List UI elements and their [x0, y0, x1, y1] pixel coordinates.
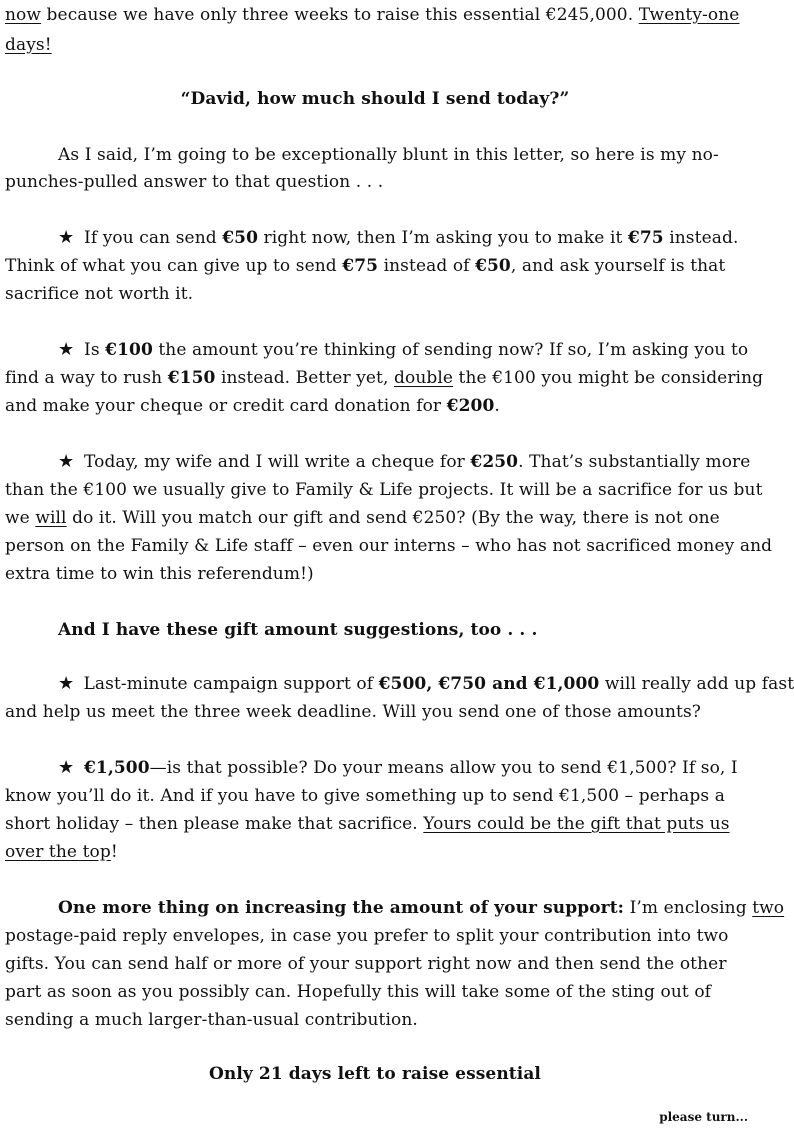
text-line: sacrifice not worth it. — [5, 284, 194, 304]
section-heading: Only 21 days left to raise essential — [209, 1064, 541, 1084]
text-line: know you’ll do it. And if you have to give something up to send €1,500 – perhaps a — [5, 786, 725, 806]
amount: €50 — [222, 228, 259, 248]
amount: €75 — [627, 228, 664, 248]
emphasis-underline: now — [5, 5, 42, 25]
text-line: part as soon as you possibly can. Hopefully this will take some of the sting out of — [5, 982, 712, 1002]
bullet-line — [58, 340, 748, 360]
text-run: If you can send — [84, 228, 223, 248]
text-line: As I said, I’m going to be exceptionally blunt in this letter, so here is my no- — [58, 145, 719, 165]
text-run: right now, then I’m asking you to make it — [258, 228, 628, 248]
text-run: . — [494, 396, 500, 416]
text-line: than the €100 we usually give to Family & Life projects. It will be a sacrifice for us but — [5, 480, 763, 500]
text-run: instead. — [663, 228, 739, 248]
emphasis-underline: days! — [5, 35, 52, 55]
text-line: and help us meet the three week deadline. Will you send one of those amounts? — [5, 702, 702, 722]
text-run: —is that possible? Do your means allow you to send €1,500? If so, I — [149, 758, 738, 778]
text-run: find a way to rush — [5, 368, 168, 388]
bold-lead: One more thing on increasing the amount of your support: — [58, 898, 625, 918]
star-icon: ★ — [58, 339, 75, 360]
text-line — [5, 508, 720, 528]
star-icon: ★ — [58, 757, 75, 778]
emphasis-underline: two — [752, 898, 785, 918]
text-line: punches-pulled answer to that question . . . — [5, 172, 384, 192]
bullet-line — [58, 758, 738, 778]
star-icon: ★ — [58, 451, 75, 472]
text-run: do it. Will you match our gift and send €250? (By the way, there is not one — [66, 508, 720, 528]
text-run: because we have only three weeks to raise this essential €245,000. — [41, 5, 639, 25]
text-line — [5, 396, 500, 416]
emphasis-underline: Yours could be the gift that puts us — [423, 814, 730, 834]
text-run: Is — [84, 340, 106, 360]
text-run: Today, my wife and I will write a cheque for — [84, 452, 471, 472]
text-run: will really add up fast — [599, 674, 794, 694]
page-footer: please turn... — [659, 1110, 748, 1124]
text-line: postage-paid reply envelopes, in case you prefer to split your contribution into two — [5, 926, 729, 946]
star-icon: ★ — [58, 673, 75, 694]
amount: €500, €750 and €1,000 — [378, 674, 600, 694]
text-run: Last-minute campaign support of — [78, 674, 379, 694]
text-run: short holiday – then please make that sacrifice. — [5, 814, 424, 834]
text-run: I’m enclosing — [624, 898, 753, 918]
text-run: and make your cheque or credit card donation for — [5, 396, 447, 416]
text-run: the amount you’re thinking of sending now? If so, I’m asking you to — [152, 340, 749, 360]
text-line: gifts. You can send half or more of your support right now and then send the other — [5, 954, 727, 974]
text-line — [5, 256, 725, 276]
amount: €200 — [446, 396, 495, 416]
text-run: , and ask yourself is that — [510, 256, 726, 276]
bullet-line — [58, 228, 738, 248]
bullet-line — [58, 674, 794, 694]
text-line — [5, 842, 118, 862]
emphasis-underline: Twenty-one — [638, 5, 740, 25]
text-run: we — [5, 508, 36, 528]
text-line: person on the Family & Life staff – even our interns – who has not sacrificed money and — [5, 536, 773, 556]
text-line: extra time to win this referendum!) — [5, 564, 314, 584]
text-run: instead of — [378, 256, 476, 276]
bullet-line — [58, 452, 750, 472]
text-run: instead. Better yet, — [215, 368, 394, 388]
amount: €100 — [105, 340, 153, 360]
amount: €150 — [167, 368, 216, 388]
section-heading: “David, how much should I send today?” — [180, 89, 570, 109]
amount: €50 — [475, 256, 511, 276]
text-run: ! — [110, 842, 118, 862]
amount: €250 — [470, 452, 519, 472]
emphasis-underline: over the top — [5, 842, 111, 862]
text-run: Think of what you can give up to send — [5, 256, 343, 276]
text-line — [5, 5, 739, 25]
emphasis-underline: will — [35, 508, 67, 528]
text-run: . That’s substantially more — [518, 452, 751, 472]
text-line — [5, 814, 730, 834]
text-line — [5, 35, 52, 55]
text-run: the €100 you might be considering — [453, 368, 764, 388]
amount: €1,500 — [84, 758, 150, 778]
amount: €75 — [342, 256, 379, 276]
star-icon: ★ — [58, 227, 75, 248]
text-line: sending a much larger-than-usual contribution. — [5, 1010, 418, 1030]
emphasis-underline: double — [394, 368, 454, 388]
text-line — [5, 368, 763, 388]
section-heading: And I have these gift amount suggestions, too . . . — [58, 620, 538, 640]
text-line — [58, 898, 784, 918]
